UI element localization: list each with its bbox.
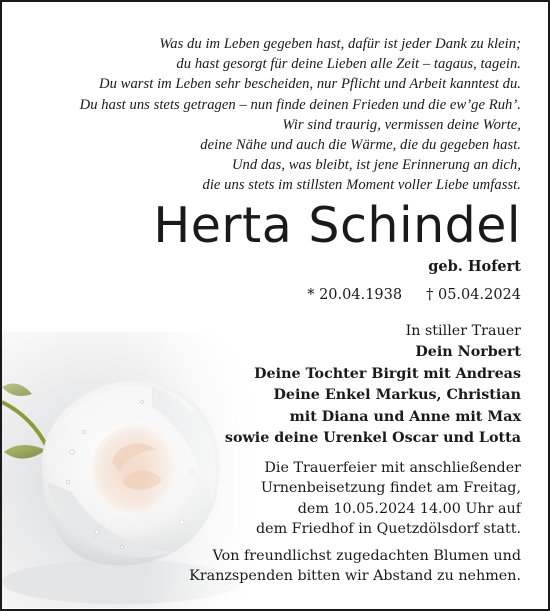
poem-line: deine Nähe und auch die Wärme, die du gegeben hast.: [200, 137, 521, 154]
ceremony-line: dem Friedhof in Quetzdölsdorf statt.: [255, 521, 521, 538]
poem-line: Und das, was bleibt, ist jene Erinnerung an dich,: [231, 157, 521, 174]
poem-line: Du warst im Leben sehr bescheiden, nur Pflicht und Arbeit kanntest du.: [99, 76, 521, 93]
mourner-line: mit Diana und Anne mit Max: [289, 408, 521, 425]
deceased-name: Herta Schindel: [153, 197, 521, 254]
funeral-ceremony-notice: [221, 458, 521, 540]
flowers-notice: [161, 546, 521, 587]
poem-line: du hast gesorgt für deine Lieben alle Zeit – tagaus, tagein.: [176, 56, 521, 73]
flowers-line: Kranzspenden bitten wir Abstand zu nehmen.: [189, 568, 521, 585]
mourner-line: sowie deine Urenkel Oscar und Lotta: [224, 430, 521, 447]
poem-line: Du hast uns stets getragen – nun finde deinen Frieden und die ew’ge Ruh’.: [79, 96, 521, 113]
mourner-line: Deine Tochter Birgit mit Andreas: [254, 365, 521, 382]
memorial-poem: [21, 34, 521, 196]
ceremony-line: Urnenbeisetzung findet am Freitag,: [260, 480, 521, 497]
poem-line: Wir sind traurig, vermissen deine Worte,: [282, 116, 521, 133]
birth-date: * 20.04.1938: [307, 287, 403, 303]
birth-name: geb. Hofert: [428, 258, 521, 275]
mourner-line: Deine Enkel Markus, Christian: [273, 387, 521, 404]
death-date: † 05.04.2024: [426, 287, 521, 303]
mourners-block: [161, 321, 521, 449]
poem-line: Was du im Leben gegeben hast, dafür ist jeder Dank zu klein;: [159, 36, 521, 52]
flowers-line: Von freundlichst zugedachten Blumen und: [212, 548, 521, 564]
life-dates: [307, 287, 521, 303]
ceremony-line: Die Trauerfeier mit anschließender: [264, 460, 521, 476]
mourning-intro: In stiller Trauer: [405, 323, 521, 339]
poem-line: die uns stets im stillsten Moment voller Liebe umfasst.: [202, 177, 521, 194]
ceremony-line: dem 10.05.2024 14.00 Uhr auf: [297, 500, 521, 517]
mourner-line: Dein Norbert: [415, 344, 521, 361]
